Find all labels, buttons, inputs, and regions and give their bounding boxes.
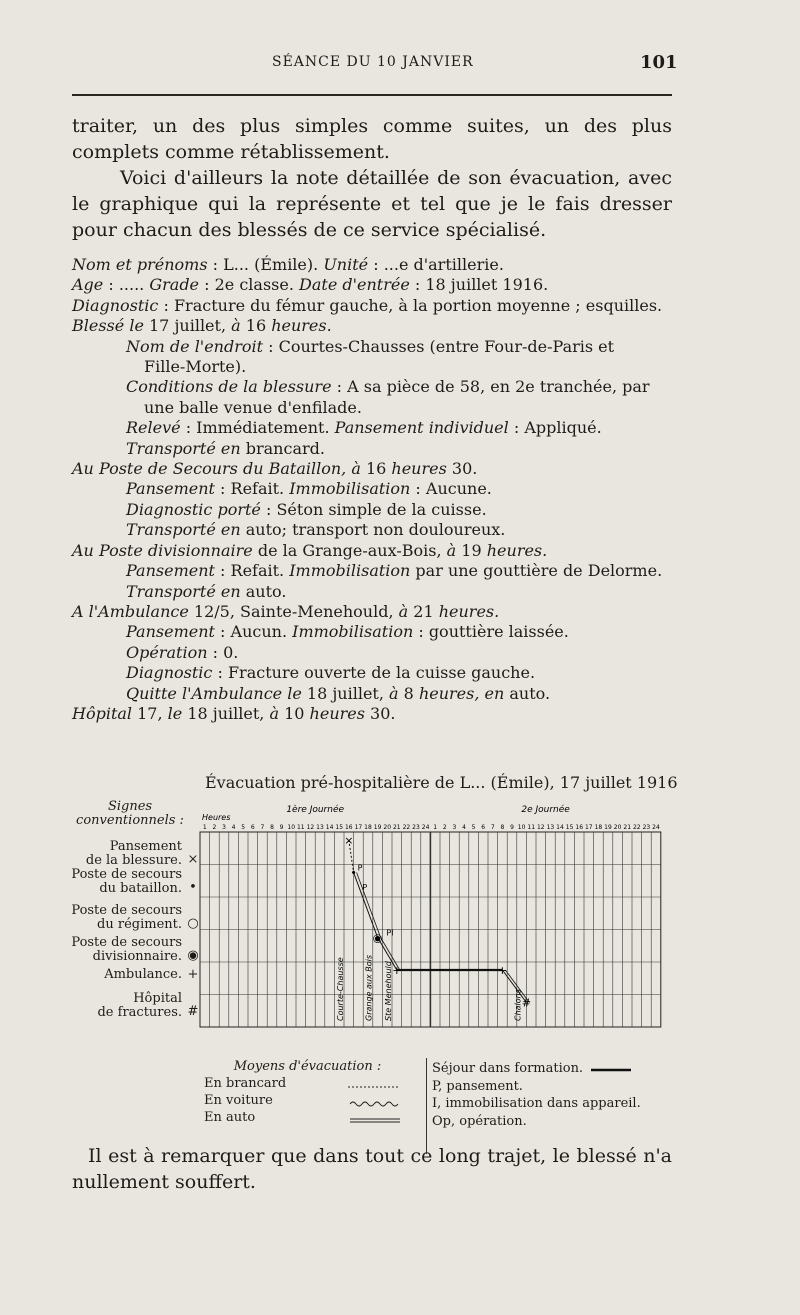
note-line (72, 479, 672, 499)
note-line (72, 643, 672, 663)
stretcher-line (200, 1076, 415, 1093)
note-field-value: 30. (364, 703, 396, 723)
hour-tick-label: 1 (433, 824, 438, 831)
means-row (200, 1076, 415, 1093)
legend-symbol: • (189, 880, 197, 895)
place-label: Grange aux Bois (364, 954, 374, 1021)
note-line (72, 520, 672, 540)
note-field-value: : Fracture du fémur gauche, à la portion moyenne ; esquilles. (158, 295, 663, 315)
note-line (72, 316, 672, 336)
hour-tick-label: 11 (296, 824, 305, 831)
note-line (72, 337, 672, 357)
note-line (72, 439, 672, 459)
legend-item (60, 840, 200, 868)
legend-item-label: du régiment. (97, 917, 182, 932)
hour-tick-label: 16 (344, 824, 353, 831)
legend-symbol: + (187, 967, 199, 982)
hour-tick-label: 22 (402, 824, 411, 831)
note-field-value: : Aucun. (214, 622, 293, 642)
running-head (0, 52, 800, 76)
stay-line (587, 1064, 633, 1074)
point-label: P (362, 883, 368, 892)
note-field-value: Fille-Morte). (144, 357, 247, 377)
path-marker: ◉ (372, 931, 383, 945)
day-label: 1ère Journée (286, 805, 345, 815)
hour-tick-label: 13 (546, 824, 555, 831)
legend-symbol: ◉ (187, 948, 199, 963)
hour-tick-label: 12 (536, 824, 545, 831)
legend-item-label: Poste de secours (71, 935, 182, 950)
path-marker: # (521, 996, 532, 1010)
note-line (72, 541, 672, 561)
note-line (72, 398, 672, 418)
note-field-value: : Refait. (214, 479, 290, 499)
note-line (72, 622, 672, 642)
note-field-value: : 0. (207, 642, 239, 662)
place-label: Ste Menehould (383, 961, 393, 1021)
legend-heading: Signes (107, 799, 153, 814)
note-field-value: auto. (504, 683, 551, 703)
note-field-label: Date d'entrée (299, 275, 410, 295)
note-field-label: A l'Ambulance (72, 601, 189, 621)
means-row (200, 1110, 415, 1127)
note-field-value: 16 (240, 316, 272, 336)
legend-item-label: Pansement (109, 839, 182, 854)
hour-tick-label: 7 (260, 824, 265, 831)
note-line (72, 704, 672, 724)
legend-item-label: divisionnaire. (92, 949, 182, 964)
note-field-label: Age (72, 275, 104, 295)
running-title: SÉANCE DU 10 JANVIER (272, 54, 474, 70)
state-label: Séjour dans formation. (432, 1061, 584, 1076)
hour-tick-label: 3 (452, 824, 457, 831)
note-line (72, 377, 672, 397)
hour-tick-label: 19 (604, 824, 612, 831)
note-line (72, 684, 672, 704)
note-field-value: : Aucune. (410, 479, 492, 499)
legend-item-label: Poste de secours (71, 903, 182, 918)
note-field-value: 19 (456, 540, 487, 560)
note-line (72, 602, 672, 622)
hour-tick-label: 17 (584, 824, 593, 831)
legend-item-label: Ambulance. (104, 967, 182, 982)
note-field-label: Nom de l'endroit (126, 336, 264, 356)
legend-item-label: de fractures. (97, 1005, 182, 1020)
note-line (72, 561, 672, 581)
note-field-value: : 2e classe. (199, 275, 300, 295)
place-label: Courte-Chausse (335, 957, 345, 1021)
note-field-value: 30. (446, 459, 478, 479)
evacuation-path-segment (357, 873, 381, 938)
note-field-label: à (231, 316, 241, 336)
legend-item-label: Poste de secours (71, 867, 182, 882)
legend-symbol: ○ (187, 916, 199, 931)
hour-tick-label: 6 (481, 824, 486, 831)
hour-tick-label: 16 (575, 824, 584, 831)
closing-text (72, 1143, 672, 1195)
paragraph: Voici d'ailleurs la note détaillée de son évacuation, avec le graphique qui la représente et tel que je le fais dresser pour chacun des blessés de ce service spécialisé. (72, 167, 672, 241)
note-field-label: Blessé le (72, 316, 144, 336)
note-field-value: : L... (Émile). (207, 255, 324, 274)
note-field-value: auto; transport non douloureux. (240, 520, 506, 540)
note-field-label: Opération (126, 642, 208, 662)
note-field-label: heures. (486, 540, 548, 560)
means-heading: Moyens d'évacuation : (233, 1059, 382, 1074)
hour-tick-label: 5 (471, 824, 476, 831)
place-label: Chalons (513, 989, 523, 1021)
note-field-label: Diagnostic (126, 663, 213, 683)
note-field-value: : Refait. (214, 561, 290, 581)
note-field-label: heures (309, 703, 365, 723)
point-label: PI (386, 928, 394, 938)
hour-tick-label: 14 (556, 824, 564, 831)
evacuation-chart (190, 800, 680, 1044)
hour-tick-label: 4 (231, 824, 236, 831)
note-field-value: 16 (360, 459, 392, 479)
hour-tick-label: 10 (287, 824, 296, 831)
note-field-value: : Fracture ouverte de la cuisse gauche. (212, 663, 536, 683)
legend-symbol: × (187, 852, 199, 867)
chart-legend (60, 799, 200, 1020)
auto-line (200, 1110, 415, 1127)
hour-tick-label: 20 (613, 824, 622, 831)
note-field-label: Hôpital (72, 703, 133, 723)
note-line (72, 663, 672, 683)
means-label: En auto (204, 1110, 256, 1125)
note-field-label: Pansement (126, 479, 215, 499)
note-field-label: Grade (149, 275, 200, 295)
page-number: 101 (640, 52, 678, 73)
note-field-value: 18 juillet, (182, 703, 270, 723)
note-field-label: Diagnostic porté (126, 499, 261, 519)
path-marker: + (497, 964, 508, 977)
evacuation-notes (72, 255, 672, 724)
hour-tick-label: 8 (500, 824, 505, 831)
note-field-value: de la Grange-aux-Bois, (252, 540, 447, 560)
note-field-value: 21 (408, 601, 439, 621)
means-legend (200, 1058, 415, 1127)
state-item (432, 1060, 672, 1078)
note-field-value: 17 juillet, (143, 316, 232, 336)
hour-tick-label: 15 (565, 824, 574, 831)
note-field-label: Au Poste de Secours du Bataillon, (72, 459, 347, 479)
hour-tick-label: 15 (335, 824, 344, 831)
hour-tick-label: 7 (490, 824, 495, 831)
legend-symbol: # (187, 1004, 199, 1019)
note-line (72, 275, 672, 295)
note-field-value: 18 juillet, (301, 683, 390, 703)
legend-item (60, 992, 200, 1020)
hour-tick-label: 1 (202, 824, 207, 831)
states-legend (432, 1060, 672, 1130)
hour-tick-label: 2 (212, 824, 217, 831)
axis-label: Heures (202, 813, 231, 822)
point-label: P (357, 863, 363, 873)
note-field-label: heures. (438, 601, 500, 621)
state-item: Op, opération. (432, 1113, 527, 1129)
legend-item-label: Hôpital (133, 991, 182, 1006)
hour-tick-label: 14 (325, 824, 334, 831)
note-field-label: Pansement individuel (334, 418, 509, 438)
day-label: 2e Journée (521, 805, 570, 815)
note-field-value: : Courtes-Chausses (entre Four-de-Paris et (263, 336, 615, 356)
path-marker: • (350, 866, 357, 880)
means-label: En brancard (204, 1076, 287, 1091)
path-marker: × (344, 834, 354, 847)
path-marker: + (392, 964, 402, 977)
note-field-label: Immobilisation (289, 479, 411, 499)
note-line (72, 500, 672, 520)
note-field-label: Pansement (126, 622, 215, 642)
note-field-value: : A sa pièce de 58, en 2e tranchée, par (331, 377, 650, 397)
body-text (72, 113, 672, 243)
note-field-value: 12/5, Sainte-Menehould, (188, 601, 399, 621)
chart-title: Évacuation pré-hospitalière de L... (Émile), 17 juillet 1916 (205, 773, 678, 792)
note-field-label: à (446, 540, 457, 560)
note-field-value: auto. (240, 581, 287, 601)
legend-item-label: de la blessure. (85, 853, 182, 868)
note-line (72, 418, 672, 438)
header-rule (72, 94, 672, 96)
note-field-label: Nom et prénoms (72, 255, 208, 274)
hour-tick-label: 9 (510, 824, 514, 831)
hour-tick-label: 2 (442, 824, 447, 831)
note-field-label: à (351, 459, 361, 479)
legend-item (60, 968, 200, 982)
note-field-label: Immobilisation (289, 561, 411, 581)
hour-tick-label: 24 (652, 824, 660, 831)
note-field-label: à (398, 601, 409, 621)
hour-tick-label: 23 (642, 824, 651, 831)
note-field-value: : Appliqué. (508, 418, 602, 438)
note-field-label: Transporté en (126, 520, 241, 540)
chart-svg (190, 800, 680, 1040)
note-field-value: 8 (398, 683, 419, 703)
legend-heading: conventionnels : (76, 813, 184, 828)
hour-tick-label: 21 (392, 824, 401, 831)
legend-item-label: du bataillon. (99, 881, 182, 896)
note-field-label: Au Poste divisionnaire (72, 540, 253, 560)
legend-item (60, 868, 200, 896)
hour-tick-label: 11 (527, 824, 536, 831)
paragraph: traiter, un des plus simples comme suites, un des plus complets comme rétablissement. (72, 115, 672, 163)
state-item: I, immobilisation dans appareil. (432, 1096, 641, 1111)
hour-tick-label: 18 (364, 824, 372, 831)
note-field-value: : gouttière laissée. (413, 622, 569, 642)
note-field-value: par une gouttière de Delorme. (410, 561, 663, 581)
note-field-value: : Immédiatement. (180, 418, 335, 438)
note-field-label: Quitte l'Ambulance le (126, 683, 302, 703)
note-field-label: heures, en (418, 683, 505, 703)
note-field-value: : 18 juillet 1916. (409, 275, 549, 295)
hour-tick-label: 4 (462, 824, 466, 831)
note-field-label: heures (391, 459, 447, 479)
note-field-label: Relevé (126, 418, 181, 438)
note-field-value: une balle venue d'enfilade. (144, 397, 362, 417)
state-item: P, pansement. (432, 1078, 523, 1094)
note-field-value: : ..... (103, 275, 150, 295)
note-field-value: brancard. (240, 438, 325, 458)
note-field-label: Transporté en (126, 438, 241, 458)
note-field-label: Diagnostic (72, 295, 159, 315)
paragraph: Il est à remarquer que dans tout ce long trajet, le blessé n'a nullement souffert. (72, 1145, 672, 1193)
note-field-label: à (269, 703, 280, 723)
hour-tick-label: 5 (241, 824, 246, 831)
cart-line (200, 1093, 415, 1110)
note-field-label: Immobilisation (292, 622, 414, 642)
hour-tick-label: 22 (632, 824, 641, 831)
hour-tick-label: 17 (354, 824, 363, 831)
means-label: En voiture (204, 1093, 273, 1108)
legend-divider (426, 1058, 427, 1154)
hour-tick-label: 6 (250, 824, 255, 831)
note-line (72, 296, 672, 316)
hour-tick-label: 24 (421, 824, 430, 831)
note-line (72, 357, 672, 377)
note-field-label: à (389, 683, 399, 703)
note-line (72, 255, 672, 275)
hour-tick-label: 12 (306, 824, 315, 831)
legend-item (60, 936, 200, 964)
hour-tick-label: 8 (270, 824, 274, 831)
hour-tick-label: 10 (517, 824, 526, 831)
note-field-value: 10 (279, 703, 310, 723)
hour-tick-label: 3 (222, 824, 226, 831)
hour-tick-label: 18 (594, 824, 603, 831)
note-field-value: : ...e d'artillerie. (368, 255, 504, 274)
hour-tick-label: 20 (383, 824, 392, 831)
means-row (200, 1093, 415, 1110)
note-line (72, 582, 672, 602)
note-line (72, 459, 672, 479)
legend-item (60, 904, 200, 932)
hour-tick-label: 23 (412, 824, 420, 831)
note-field-label: le (167, 703, 183, 723)
hour-tick-label: 21 (623, 824, 632, 831)
hour-tick-label: 13 (316, 824, 324, 831)
note-field-label: Conditions de la blessure (126, 377, 332, 397)
note-field-label: heures. (271, 316, 332, 336)
note-field-label: Unité (323, 255, 369, 274)
note-field-value: : Séton simple de la cuisse. (260, 499, 487, 519)
note-field-label: Transporté en (126, 581, 241, 601)
hour-tick-label: 9 (279, 824, 284, 831)
note-field-label: Pansement (126, 561, 215, 581)
note-field-value: 17, (132, 703, 168, 723)
hour-tick-label: 19 (373, 824, 382, 831)
